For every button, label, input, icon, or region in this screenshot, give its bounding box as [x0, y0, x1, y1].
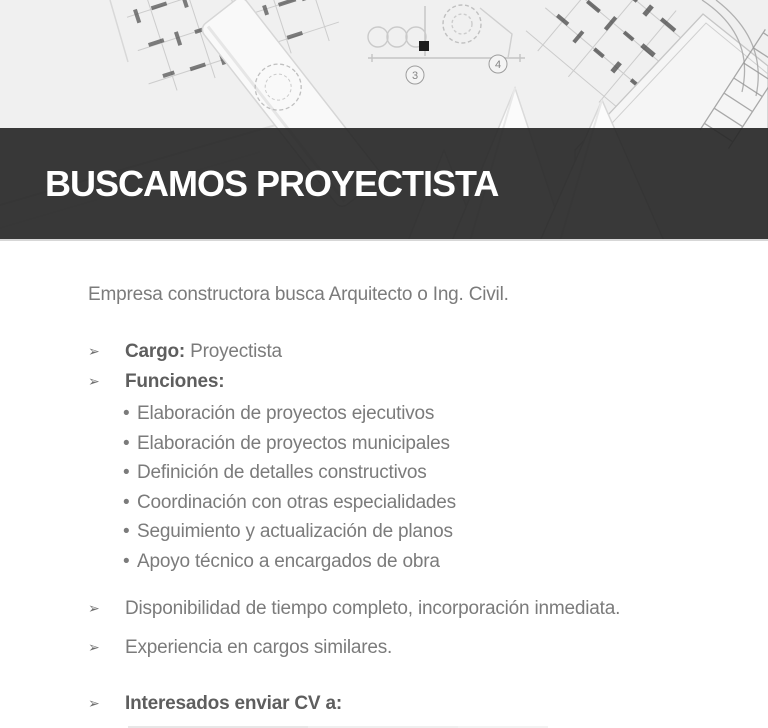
funciones-text	[125, 367, 224, 396]
sub-item-text: Coordinación con otras especialidades	[137, 491, 456, 513]
dot-bullet-icon: •	[123, 432, 130, 454]
sub-item-text: Elaboración de proyectos municipales	[137, 432, 450, 454]
list-item-experiencia	[88, 633, 768, 662]
cargo-label: Cargo:	[125, 341, 186, 362]
arrow-bullet-icon: ➢	[88, 639, 100, 655]
callout-4	[489, 55, 507, 73]
sub-list-item	[123, 517, 768, 547]
content	[0, 280, 768, 728]
sub-list-item	[123, 547, 768, 577]
callout-4-label: 4	[494, 59, 502, 71]
callout-3-label: 3	[411, 70, 419, 82]
sub-list-item	[123, 488, 768, 518]
dot-bullet-icon: •	[123, 403, 130, 424]
sub-item-text: Seguimiento y actualización de planos	[137, 521, 453, 542]
plan-column-marker	[419, 41, 429, 51]
arrow-bullet-icon: ➢	[88, 600, 100, 616]
sub-list-item	[123, 399, 768, 429]
list-item-disponibilidad	[88, 594, 768, 623]
sub-item-text: Definición de detalles constructivos	[137, 462, 427, 483]
functions-sublist	[123, 399, 768, 576]
intro-text: Empresa constructora busca Arquitecto o Ing. Civil.	[88, 284, 509, 305]
cargo-value: Proyectista	[185, 341, 282, 362]
dot-bullet-icon: •	[123, 462, 130, 483]
cargo-text	[125, 337, 282, 366]
list-item-funciones	[88, 367, 768, 396]
page-title: BUSCAMOS PROYECTISTA	[45, 162, 499, 204]
sub-item-text: Apoyo técnico a encargados de obra	[137, 550, 440, 572]
interesados-text	[125, 689, 342, 718]
sub-item-text: Elaboración de proyectos ejecutivos	[137, 403, 435, 424]
callout-3	[406, 66, 424, 84]
arrow-bullet-icon: ➢	[88, 343, 100, 359]
arrow-bullet-icon: ➢	[88, 373, 100, 389]
funciones-label: Funciones:	[125, 371, 225, 392]
arrow-bullet-icon: ➢	[88, 695, 100, 711]
dot-bullet-icon: •	[123, 491, 130, 513]
title-banner	[0, 128, 768, 239]
list-item-cargo	[88, 337, 768, 366]
sub-list-item	[123, 429, 768, 459]
sub-list-item	[123, 458, 768, 488]
interesados-label: Interesados enviar CV a:	[125, 693, 342, 714]
hero-section	[0, 0, 768, 241]
experiencia-text: Experiencia en cargos similares.	[125, 637, 393, 658]
disponibilidad-text: Disponibilidad de tiempo completo, incorporación inmediata.	[125, 598, 621, 619]
list-item-interesados	[88, 689, 768, 718]
dot-bullet-icon: •	[123, 550, 130, 572]
dot-bullet-icon: •	[123, 521, 130, 542]
